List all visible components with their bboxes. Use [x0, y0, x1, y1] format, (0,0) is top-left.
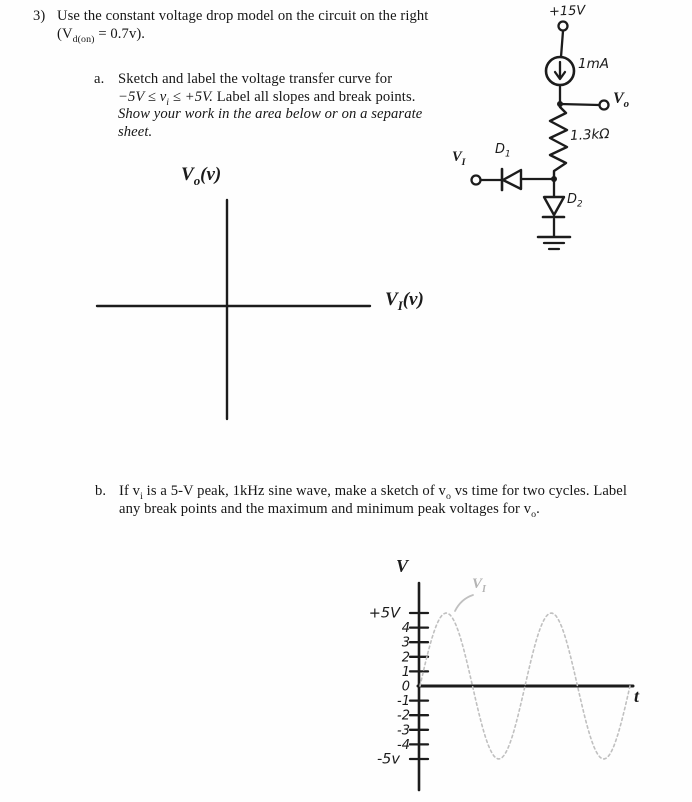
diode-d2	[543, 182, 564, 236]
y-axis-tick-label: 2	[401, 650, 410, 666]
part-b-line1: If $v_i$ is a 5-V peak, 1kHz sine wave, make a sketch of $v_o$ vs time for two cycles. Label	[119, 483, 628, 502]
diode-d1	[472, 169, 555, 190]
problem-number: 3)	[33, 8, 46, 24]
input-wave-label: $V_I$	[472, 576, 486, 595]
current-source	[546, 57, 574, 104]
part-a-line1: Sketch and label the voltage transfer curve for	[118, 71, 393, 87]
output-voltage-label: $V_o$	[613, 90, 630, 111]
part-a-line2: $-5V \le v_i \le +5V$. Label all slopes and break points.	[118, 88, 416, 108]
ground-icon	[538, 237, 570, 249]
y-axis-tick-label: -3	[397, 723, 410, 739]
source-current-label: 1mA	[578, 56, 609, 72]
transfer-curve-axes	[97, 200, 370, 419]
part-a-label: a.	[94, 71, 105, 87]
transfer-x-axis-label: $V_I(v)$	[385, 289, 424, 313]
y-axis-tick-label: -4	[397, 737, 410, 753]
diode-d2-label: $D_2$	[567, 192, 583, 210]
input-voltage-label: $V_I$	[452, 149, 466, 168]
part-a-line3: Show your work in the area below or on a separate	[118, 106, 423, 122]
time-axis-label: t	[634, 686, 640, 706]
supply-voltage-label: +15V	[548, 3, 586, 20]
part-b-label: b.	[95, 483, 107, 499]
y-axis-tick-label: 1	[401, 664, 410, 680]
supply-terminal	[559, 22, 568, 58]
y-axis-tick-label: -5v	[376, 751, 400, 768]
problem-line1: Use the constant voltage drop model on the circuit on the right	[57, 8, 429, 24]
y-axis-tick-label: +5V	[368, 605, 400, 622]
y-axis-tick-label: -2	[397, 708, 410, 724]
output-tap	[560, 101, 609, 110]
y-axis-tick-label: 0	[401, 679, 410, 695]
part-a-line4: sheet.	[118, 123, 153, 140]
transfer-y-axis-label: $V_o(v)$	[181, 164, 222, 188]
waveform-axis-label: V	[396, 556, 409, 576]
y-axis-tick-label: -1	[397, 694, 410, 710]
resistor	[550, 107, 567, 178]
part-b-line2: any break points and the maximum and minimum peak voltages for $v_o$.	[119, 500, 540, 520]
y-axis-tick-label: 3	[401, 635, 410, 651]
resistor-value-label: 1.3kΩ	[569, 125, 611, 145]
diode-d1-label: $D_1$	[495, 142, 511, 160]
y-axis-tick-label: 4	[401, 621, 410, 637]
problem-condition: $(V_{d(on)} = 0.7v)$.	[57, 25, 146, 45]
wave-label-leader-line	[455, 595, 473, 611]
input-terminal	[472, 176, 481, 185]
